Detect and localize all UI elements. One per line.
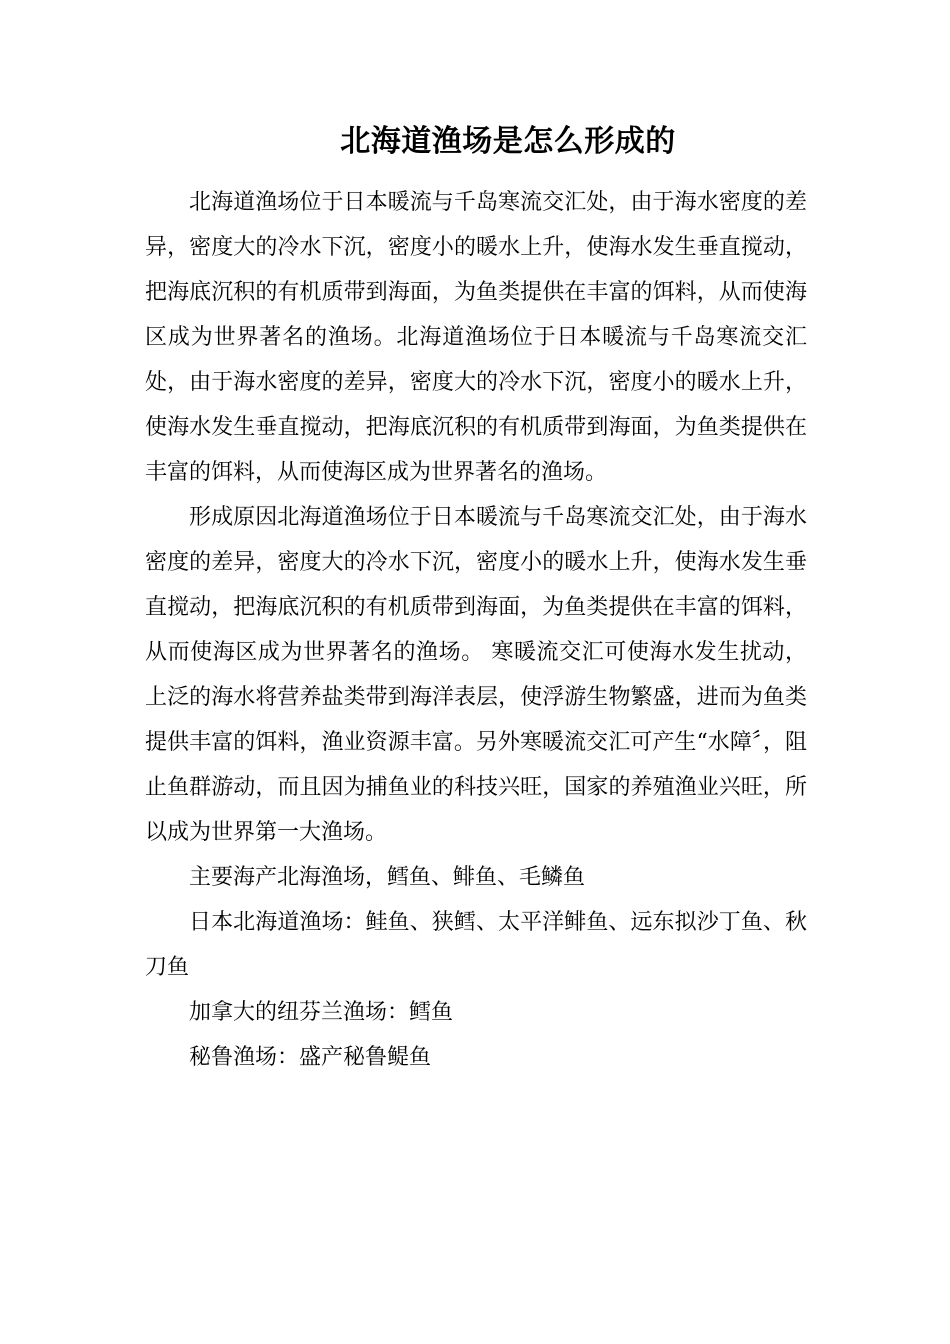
paragraph-formation-causes: 形成原因北海道渔场位于日本暖流与千岛寒流交汇处，由于海水密度的差异，密度大的冷水下沉，密度小的暖水上升，使海水发生垂直搅动，把海底沉积的有机质带到海面，为鱼类提供在丰富的饵料，从而使海区成为世界著名的渔场。 寒暖流交汇可使海水发生扰动，上泛的海水将营养盐类带到海洋表层，使浮游生物繁盛，进而为鱼类提供丰富的饵料，渔业资源丰富。另外寒暖流交汇可产生“水障〞，阻止鱼群游动，而且因为捕鱼业的科技兴旺，国家的养殖渔业兴旺，所以成为世界第一大渔场。	[145, 505, 807, 845]
paragraph-hokkaido-products: 日本北海道渔场：鲑鱼、狭鳕、太平洋鲱鱼、远东拟沙丁鱼、秋刀鱼	[145, 910, 807, 980]
document-title: 北海道渔场是怎么形成的	[340, 124, 676, 159]
document-body	[145, 180, 807, 1080]
paragraph-formation-intro: 北海道渔场位于日本暖流与千岛寒流交汇处，由于海水密度的差异，密度大的冷水下沉，密度小的暖水上升，使海水发生垂直搅动，把海底沉积的有机质带到海面，为鱼类提供在丰富的饵料，从而使海区成为世界著名的渔场。北海道渔场位于日本暖流与千岛寒流交汇处，由于海水密度的差异，密度大的冷水下沉，密度小的暖水上升，使海水发生垂直搅动，把海底沉积的有机质带到海面，为鱼类提供在丰富的饵料，从而使海区成为世界著名的渔场。	[145, 190, 807, 485]
paragraph-north-sea-products: 主要海产北海渔场，鳕鱼、鲱鱼、毛鳞鱼	[189, 865, 586, 890]
paragraph-newfoundland-products: 加拿大的纽芬兰渔场：鳕鱼	[189, 1000, 454, 1025]
paragraph-peru-products: 秘鲁渔场：盛产秘鲁鳀鱼	[189, 1045, 432, 1070]
